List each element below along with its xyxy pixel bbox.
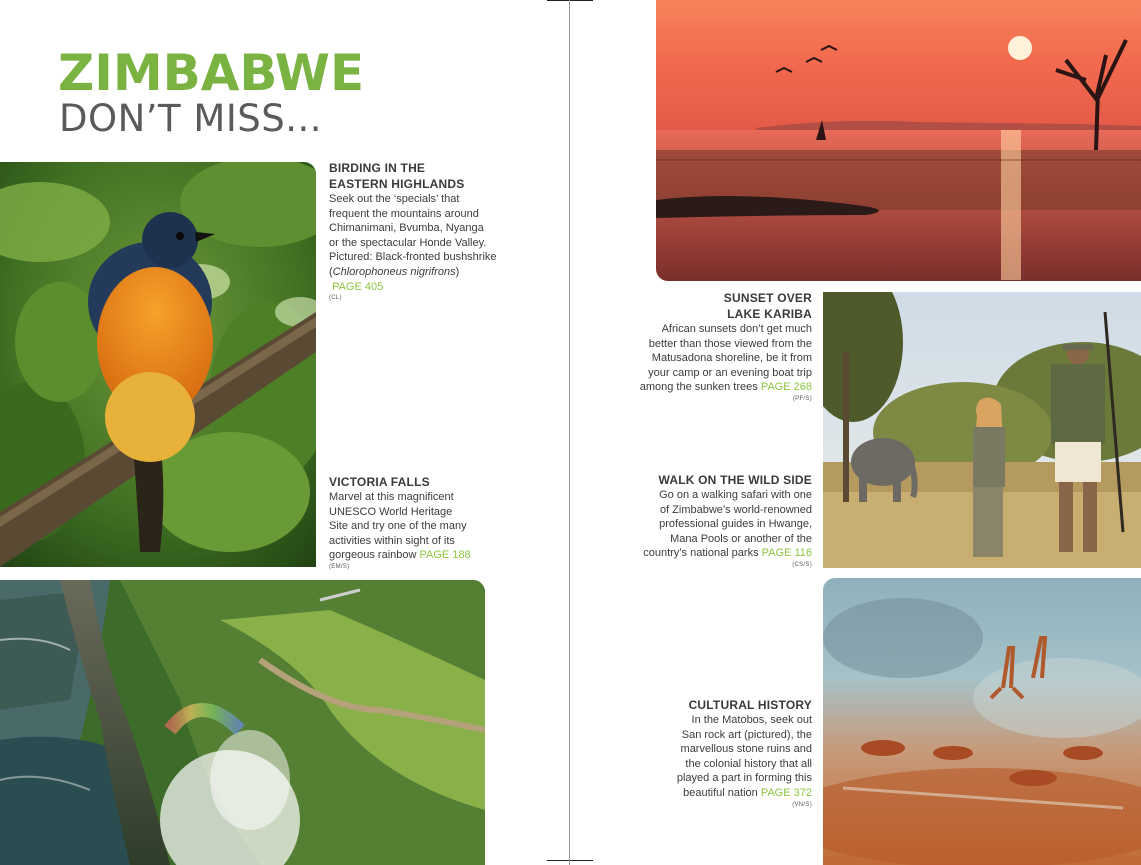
caption-birding bbox=[329, 160, 499, 302]
photo-credit: (CL) bbox=[329, 295, 342, 302]
caption-safari-line: professional guides in Hwange, bbox=[659, 518, 812, 531]
caption-falls-line: Marvel at this magnificent bbox=[329, 491, 454, 503]
caption-birding-heading-1: BIRDING IN THE bbox=[329, 161, 426, 175]
caption-sunset-line: your camp or an evening boat trip bbox=[648, 366, 812, 379]
caption-sunset-heading-1: SUNSET OVER bbox=[723, 291, 812, 305]
page-title: ZIMBABWE bbox=[58, 44, 365, 102]
photo-credit: (VN/S) bbox=[792, 801, 812, 808]
caption-birding-line: frequent the mountains around bbox=[329, 207, 479, 220]
photo-credit: (CS/S) bbox=[792, 561, 812, 568]
caption-falls-line: gorgeous rainbow bbox=[329, 549, 417, 562]
caption-sunset-line: better than those viewed from the bbox=[648, 337, 812, 350]
caption-cultural-line: played a part in forming this bbox=[676, 772, 812, 785]
caption-sunset-heading-2: LAKE KARIBA bbox=[727, 307, 812, 321]
caption-sunset bbox=[630, 290, 812, 403]
caption-birding-line: Pictured: Black-fronted bushshrike bbox=[329, 251, 497, 264]
page-ref-268[interactable]: PAGE 268 bbox=[760, 381, 812, 394]
caption-cultural-line: marvellous stone ruins and bbox=[680, 743, 812, 756]
bird-photo bbox=[0, 162, 316, 567]
caption-safari-line: country’s national parks bbox=[643, 547, 759, 560]
caption-falls-line: UNESCO World Heritage bbox=[329, 505, 453, 518]
crop-mark-top bbox=[547, 0, 593, 1]
walking-safari-photo bbox=[823, 292, 1141, 568]
caption-safari-line: Go on a walking safari with one bbox=[659, 489, 812, 501]
caption-walking-safari bbox=[630, 472, 812, 569]
victoria-falls-photo bbox=[0, 580, 485, 865]
caption-sunset-line: among the sunken trees bbox=[639, 381, 758, 394]
species-name: Chlorophoneus nigrifrons bbox=[332, 265, 456, 278]
page-ref-188[interactable]: PAGE 188 bbox=[419, 549, 471, 562]
caption-sunset-line: Matusadona shoreline, be it from bbox=[651, 352, 812, 365]
page-ref-405[interactable]: PAGE 405 bbox=[332, 280, 384, 293]
caption-cultural-line: San rock art (pictured), the bbox=[681, 728, 812, 741]
page-gutter bbox=[569, 0, 570, 865]
caption-cultural-history bbox=[630, 697, 812, 809]
san-rock-art-photo bbox=[823, 578, 1141, 865]
caption-safari-heading: WALK ON THE WILD SIDE bbox=[658, 473, 812, 487]
page-ref-116[interactable]: PAGE 116 bbox=[761, 547, 812, 560]
caption-cultural-line: the colonial history that all bbox=[685, 757, 812, 770]
caption-sunset-line: African sunsets don’t get much bbox=[661, 323, 812, 335]
caption-birding-line: Seek out the ‘specials’ that bbox=[329, 193, 460, 205]
caption-birding-heading-2: EASTERN HIGHLANDS bbox=[329, 177, 465, 191]
caption-falls-heading: VICTORIA FALLS bbox=[329, 475, 430, 489]
caption-birding-line: or the spectacular Honde Valley. bbox=[329, 236, 487, 249]
caption-cultural-line: beautiful nation bbox=[683, 786, 758, 799]
caption-cultural-line: In the Matobos, seek out bbox=[691, 714, 812, 726]
photo-credit: (PF/S) bbox=[792, 395, 812, 402]
caption-victoria-falls bbox=[329, 474, 499, 571]
page-ref-372[interactable]: PAGE 372 bbox=[760, 786, 812, 799]
caption-birding-species: (Chlorophoneus nigrifrons) bbox=[329, 265, 460, 278]
page-subtitle: DON’T MISS... bbox=[59, 97, 323, 140]
caption-safari-line: Mana Pools or another of the bbox=[670, 532, 812, 545]
lake-kariba-sunset-photo bbox=[656, 0, 1141, 281]
caption-safari-line: of Zimbabwe’s world-renowned bbox=[659, 503, 812, 516]
caption-falls-line: activities within sight of its bbox=[329, 534, 455, 547]
caption-cultural-heading: CULTURAL HISTORY bbox=[688, 698, 812, 712]
caption-falls-line: Site and try one of the many bbox=[329, 520, 467, 533]
crop-mark-bottom bbox=[547, 860, 593, 861]
photo-credit: (EM/S) bbox=[329, 563, 350, 570]
caption-birding-line: Chimanimani, Bvumba, Nyanga bbox=[329, 222, 484, 235]
